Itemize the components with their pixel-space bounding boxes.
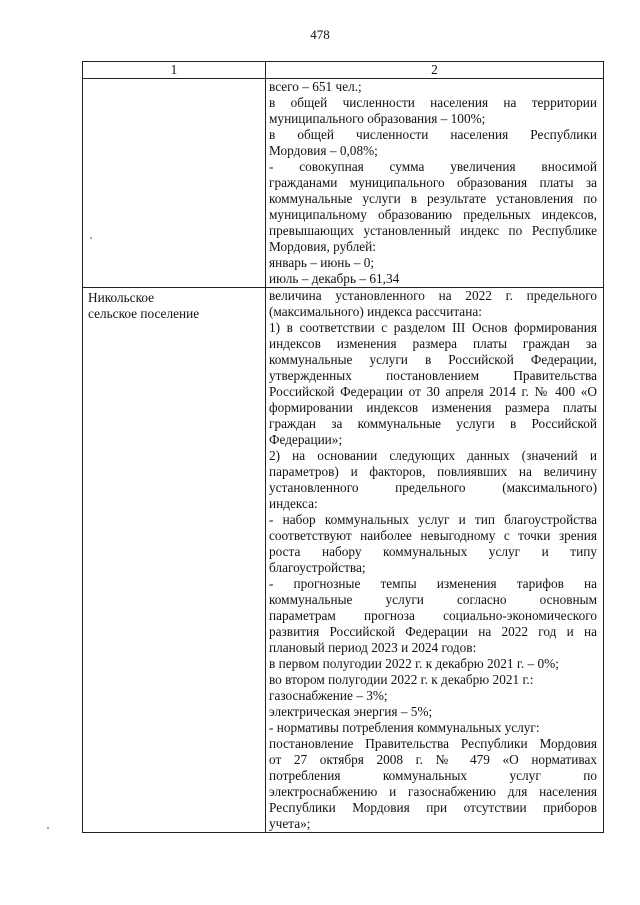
text-line: - набор коммунальных услуг и тип благоустройства	[269, 512, 597, 527]
column-header-2: 2	[266, 62, 604, 79]
text-line: развития Российской Федерации на 2022 год и на	[269, 624, 597, 639]
text-line: формировании индексов изменения размера платы	[269, 400, 597, 415]
scan-speck	[47, 827, 49, 829]
text-line: (максимального) индекса рассчитана:	[269, 304, 482, 319]
text-line: январь – июнь – 0;	[269, 255, 375, 270]
text-line: коммунальные услуги в результате установления по	[269, 191, 597, 206]
text-line: Федерации»;	[269, 432, 343, 447]
text-line: июль – декабрь – 61,34	[269, 271, 400, 286]
text-line: электрическая энергия – 5%;	[269, 704, 433, 719]
column-header-1: 1	[83, 62, 266, 79]
text-line: соответствуют наиболее невыгодному с точки зрения	[269, 528, 597, 543]
text-line: 2) на основании следующих данных (значений и	[269, 448, 597, 463]
text-line: превышающих установленный индекс по Республике	[269, 223, 597, 238]
text-line: индексов изменения размера платы граждан за	[269, 336, 597, 351]
page-number: 478	[310, 27, 330, 42]
municipality-cell	[83, 288, 266, 833]
text-line: - прогнозные темпы изменения тарифов на	[269, 576, 597, 591]
text-line: граждан за коммунальные услуги в Российской	[269, 416, 597, 431]
municipality-name-line: Никольское	[88, 290, 155, 305]
text-line: потребления коммунальных услуг по	[269, 768, 597, 783]
description-cell	[266, 288, 604, 833]
text-line: учета»;	[269, 816, 311, 831]
text-line: параметров) и факторов, повлиявших на величину	[269, 464, 597, 479]
municipality-name-line: сельское поселение	[88, 306, 200, 321]
text-line: гражданами муниципального образования платы за	[269, 175, 597, 190]
text-line: коммунальные услуги согласно основным	[269, 592, 597, 607]
text-line: величина установленного на 2022 г. предельного	[269, 288, 597, 303]
text-line: муниципального образования – 100%;	[269, 111, 486, 126]
text-line: благоустройства;	[269, 560, 366, 575]
text-line: всего – 651 чел.;	[269, 79, 362, 94]
text-line: Мордовия, рублей:	[269, 239, 376, 254]
text-line: в первом полугодии 2022 г. к декабрю 2021 г. – 0%;	[269, 656, 559, 671]
text-line: Республики Мордовия при отсутствии приборов	[269, 800, 597, 815]
text-line: утвержденных постановлением Правительства	[269, 368, 597, 383]
text-line: установленного предельного (максимального)	[269, 480, 597, 495]
table-row	[83, 288, 604, 833]
text-line: в общей численности населения на территории	[269, 95, 597, 110]
text-line: - нормативы потребления коммунальных услуг:	[269, 720, 540, 735]
document-table	[82, 61, 604, 833]
text-line: плановый период 2023 и 2024 годов:	[269, 640, 477, 655]
text-line: электроснабжению и газоснабжению для населения	[269, 784, 597, 799]
text-line: муниципальному образованию предельных индексов,	[269, 207, 597, 222]
text-line: во втором полугодии 2022 г. к декабрю 2021 г.:	[269, 672, 534, 687]
text-line: 1) в соответствии с разделом III Основ формирования	[269, 320, 597, 335]
text-line: газоснабжение – 3%;	[269, 688, 388, 703]
table-header-row	[83, 62, 604, 79]
text-line: индекса:	[269, 496, 318, 511]
text-line: - совокупная сумма увеличения вносимой	[269, 159, 597, 174]
text-line: в общей численности населения Республики	[269, 127, 597, 142]
text-line: постановление Правительства Республики Мордовия	[269, 736, 597, 751]
text-line: параметрам прогноза социально-экономического	[269, 608, 597, 623]
description-cell	[266, 79, 604, 288]
text-line: от 27 октября 2008 г. № 479 «О нормативах	[269, 752, 597, 767]
scan-speck	[90, 237, 92, 239]
text-line: Мордовия – 0,08%;	[269, 143, 378, 158]
text-line: Российской Федерации от 30 апреля 2014 г. № 400 «О	[269, 384, 597, 399]
table-row	[83, 79, 604, 288]
text-line: роста набору коммунальных услуг и типу	[269, 544, 597, 559]
text-line: коммунальные услуги в Российской Федерации,	[269, 352, 597, 367]
municipality-cell	[83, 79, 266, 288]
